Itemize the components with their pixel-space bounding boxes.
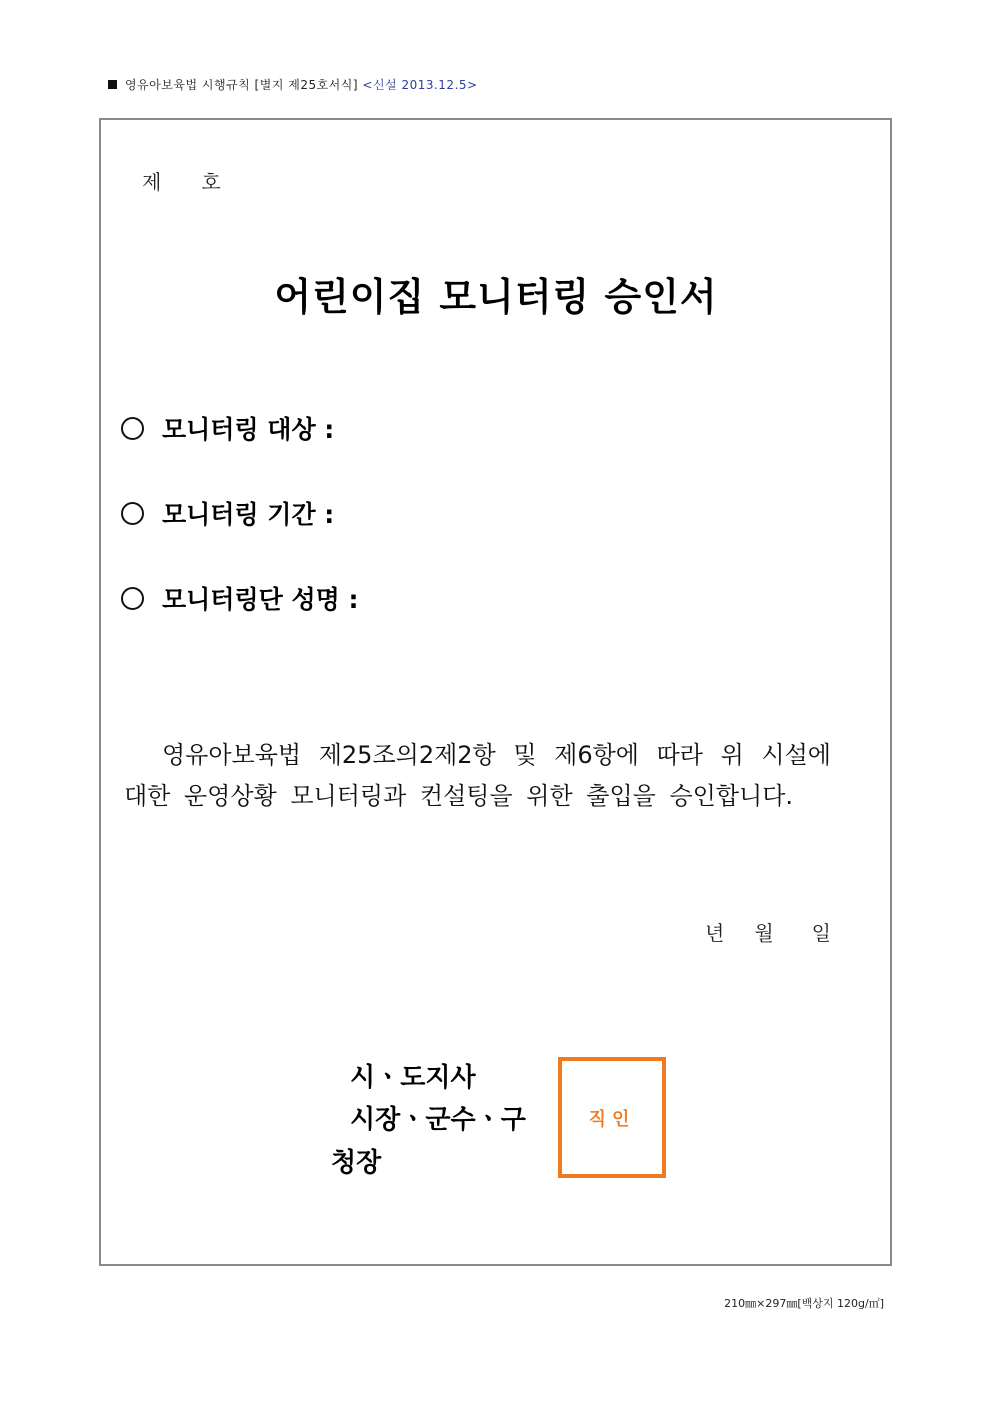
field-monitor-name [121, 580, 358, 616]
official-seal [558, 1057, 666, 1178]
field-label: 모니터링 기간 : [162, 500, 335, 529]
doc-number-suffix: 호 [201, 170, 221, 194]
issuer-line-1: 시ㆍ도지사 [350, 1063, 476, 1093]
issue-date [705, 917, 831, 946]
field-monitoring-target [121, 410, 334, 446]
document-title: 어린이집 모니터링 승인서 [274, 275, 718, 319]
field-label: 모니터링단 성명 : [162, 585, 359, 614]
form-header [108, 76, 478, 93]
date-month: 월 [754, 921, 774, 945]
paper-spec: 210㎜×297㎜[백상지 120g/㎡] [724, 1297, 884, 1310]
doc-number-prefix: 제 [142, 170, 162, 194]
revision-note: <신설 2013.12.5> [362, 78, 478, 92]
approval-statement [124, 735, 870, 817]
form-reference: 영유아보육법 시행규칙 [별지 제25호서식] [125, 78, 359, 92]
circle-bullet-icon [121, 587, 144, 610]
statement-line-2: 대한 운영상황 모니터링과 컨설팅을 위한 출입을 승인합니다. [124, 782, 794, 810]
date-year: 년 [705, 921, 725, 945]
statement-line-1: 영유아보육법 제25조의2제2항 및 제6항에 따라 위 시설에 [162, 741, 831, 769]
square-bullet-icon [108, 80, 117, 89]
field-label: 모니터링 대상 : [162, 415, 335, 444]
date-day: 일 [811, 921, 831, 945]
issuer-line-3: 청장 [331, 1148, 382, 1178]
seal-label: 직인 [588, 1108, 636, 1130]
issuer-line-2: 시장ㆍ군수ㆍ구 [350, 1105, 526, 1135]
circle-bullet-icon [121, 502, 144, 525]
document-number [142, 166, 221, 195]
circle-bullet-icon [121, 417, 144, 440]
field-monitoring-period [121, 495, 334, 531]
